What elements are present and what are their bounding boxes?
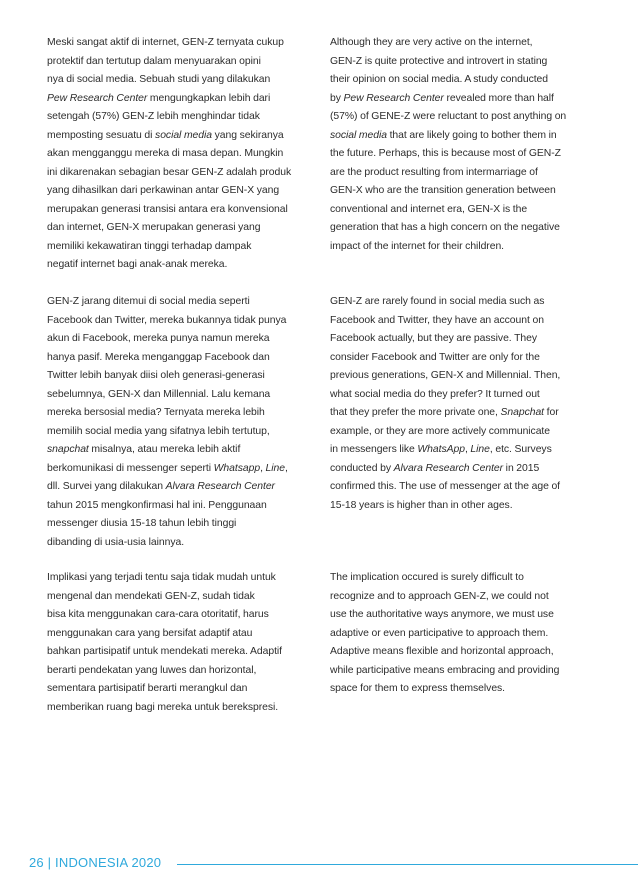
page-footer xyxy=(29,852,638,876)
text-line: by Pew Research Center revealed more than half xyxy=(330,92,554,104)
text-line: Pew Research Center mengungkapkan lebih dari xyxy=(47,92,271,104)
text-line: setengah (57%) GEN-Z lebih menghindar tidak xyxy=(47,111,260,122)
text-line: berkomunikasi di messenger seperti Whatsapp, Line, xyxy=(47,462,288,474)
text-line: bisa kita menggunakan cara-cara otoritatif, harus xyxy=(47,609,269,620)
text-line: space for them to express themselves. xyxy=(330,683,506,694)
text-line: dibanding di usia-usia lainnya. xyxy=(47,536,185,548)
text-line: that they prefer the more private one, Snapchat for xyxy=(330,407,559,418)
text-line: memposting sesuatu di social media yang sekiranya xyxy=(47,129,284,141)
text-line: memberikan ruang bagi mereka untuk berekspresi. xyxy=(47,701,279,713)
text-line: Twitter lebih banyak diisi oleh generasi-generasi xyxy=(47,370,265,381)
text-line: GEN-Z are rarely found in social media such as xyxy=(330,296,545,307)
text-line: conducted by Alvara Research Center in 2015 xyxy=(330,462,540,474)
text-line: the future. Perhaps, this is because most of GEN-Z xyxy=(330,148,561,159)
text-line: example, or they are more actively communicate xyxy=(330,425,550,437)
text-line: while participative means embracing and providing xyxy=(330,664,560,676)
text-line: their opinion on social media. A study conducted xyxy=(330,74,549,85)
text-line: conventional and internet era, GEN-X is the xyxy=(330,203,528,215)
text-line: menggunakan cara yang bersifat adaptif atau xyxy=(47,627,253,639)
text-line: The implication occured is surely difficult to xyxy=(330,572,524,583)
paragraph-id-3 xyxy=(47,569,282,717)
text-line: dan internet, GEN-X merupakan generasi yang xyxy=(47,222,261,233)
text-line: social media that are likely going to bother them in xyxy=(330,129,557,141)
text-line: akan mengganggu mereka di masa depan. Mungkin xyxy=(47,148,284,159)
text-line: Adaptive means flexible and horizontal approach, xyxy=(330,646,554,657)
text-line: in messengers like WhatsApp, Line, etc. Surveys xyxy=(330,444,552,455)
text-line: protektif dan tertutup dalam menyuarakan opini xyxy=(47,55,261,67)
text-line: mengenal dan mendekati GEN-Z, sudah tidak xyxy=(47,590,255,602)
text-line: nya di social media. Sebuah studi yang dilakukan xyxy=(47,74,271,85)
text-line: previous generations, GEN-X and Millennial. Then, xyxy=(330,370,561,381)
text-line: yang dihasilkan dari perkawinan antar GEN-X yang xyxy=(47,185,280,196)
text-line: merupakan generasi transisi antara era konvensional xyxy=(47,203,288,215)
text-line: 15-18 years is higher than in other ages. xyxy=(330,499,513,511)
text-line: mereka bersosial media? Ternyata mereka lebih xyxy=(47,407,265,418)
text-line: use the authoritative ways anymore, we must use xyxy=(330,609,554,620)
text-line: impact of the internet for their children. xyxy=(330,240,505,252)
text-line: are the product resulting from intermarriage of xyxy=(330,166,538,178)
text-line: snapchat misalnya, atau mereka lebih aktif xyxy=(47,444,241,455)
paragraph-id-1 xyxy=(47,34,291,275)
text-line: negatif internet bagi anak-anak mereka. xyxy=(47,259,228,270)
text-line: GEN-Z is quite protective and introvert in stating xyxy=(330,55,548,67)
text-line: what social media do they prefer? It turned out xyxy=(330,388,540,400)
text-line: tahun 2015 mengkonfirmasi hal ini. Penggunaan xyxy=(47,499,267,511)
text-line: berarti pendekatan yang luwes dan horizontal, xyxy=(47,664,257,676)
text-line: bahkan partisipatif untuk mendekati mereka. Adaptif xyxy=(47,646,282,657)
text-line: adaptive or even participative to approach them. xyxy=(330,627,549,639)
text-line: sebelumnya, GEN-X dan Millennial. Lalu kemana xyxy=(47,388,271,400)
text-line: GEN-X who are the transition generation between xyxy=(330,185,556,196)
text-line: hanya pasif. Mereka menganggap Facebook dan xyxy=(47,351,270,363)
text-line: recognize and to approach GEN-Z, we could not xyxy=(330,590,549,602)
text-line: Facebook actually, but they are passive. They xyxy=(330,333,537,344)
paragraph-en-2 xyxy=(330,293,560,515)
text-line: Meski sangat aktif di internet, GEN-Z ternyata cukup xyxy=(47,37,284,48)
text-line: Facebook dan Twitter, mereka bukannya tidak punya xyxy=(47,314,287,326)
text-line: generation that has a high concern on the negative xyxy=(330,222,560,233)
text-line: memiliki kekawatiran tinggi terhadap dampak xyxy=(47,240,252,252)
text-line: akun di Facebook, mereka punya namun mereka xyxy=(47,333,270,344)
text-line: sementara partisipatif berarti merangkul dan xyxy=(47,683,248,694)
paragraph-en-1 xyxy=(330,34,566,256)
text-line: consider Facebook and Twitter are only for the xyxy=(330,351,540,363)
text-line: memilih social media yang sifatnya lebih tertutup, xyxy=(47,425,270,437)
paragraph-id-2 xyxy=(47,293,288,552)
page-number-label: 26 | INDONESIA 2020 xyxy=(29,855,162,870)
paragraph-en-3 xyxy=(330,569,559,699)
text-line: confirmed this. The use of messenger at the age of xyxy=(330,481,561,492)
text-line: messenger diusia 15-18 tahun lebih tinggi xyxy=(47,518,237,529)
text-line: Although they are very active on the internet, xyxy=(330,37,533,48)
text-line: GEN-Z jarang ditemui di social media seperti xyxy=(47,296,250,307)
text-line: Implikasi yang terjadi tentu saja tidak mudah untuk xyxy=(47,572,276,583)
text-line: (57%) of GENE-Z were reluctant to post anything on xyxy=(330,111,567,122)
footer-divider xyxy=(177,864,638,865)
text-line: Facebook and Twitter, they have an account on xyxy=(330,314,544,326)
text-line: ini dikarenakan sebagian besar GEN-Z adalah produk xyxy=(47,166,292,178)
text-line: dll. Survei yang dilakukan Alvara Research Center xyxy=(47,481,275,492)
